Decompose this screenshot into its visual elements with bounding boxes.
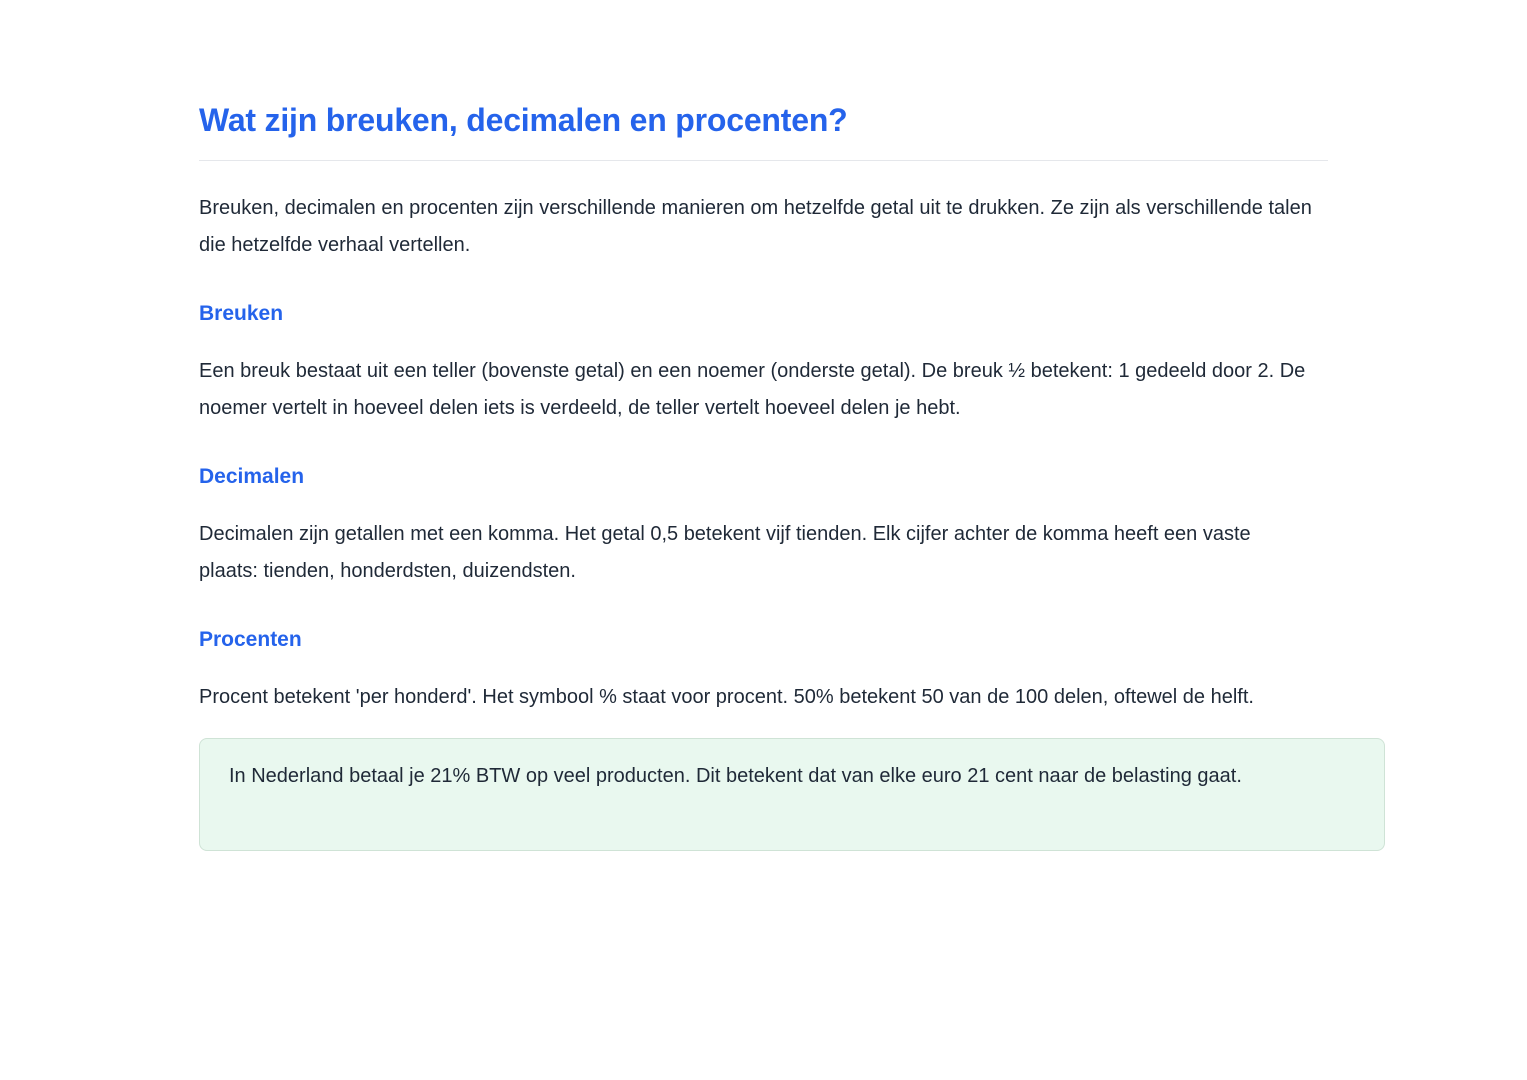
intro-paragraph: Breuken, decimalen en procenten zijn verschillende manieren om hetzelfde getal uit te drukken. Ze zijn als verschillende talen die hetzelfde verhaal vertellen. xyxy=(199,197,1312,256)
page-title: Wat zijn breuken, decimalen en procenten? xyxy=(199,102,848,138)
section-paragraph-procenten: Procent betekent 'per honderd'. Het symbool % staat voor procent. 50% betekent 50 van de 100 delen, oftewel de helft. xyxy=(199,686,1254,708)
section-heading-breuken: Breuken xyxy=(199,302,284,325)
info-callout xyxy=(199,738,1385,851)
section-heading-decimalen: Decimalen xyxy=(199,465,305,488)
title-divider xyxy=(199,160,1328,161)
callout-text: In Nederland betaal je 21% BTW op veel producten. Dit betekent dat van elke euro 21 cent naar de belasting gaat. xyxy=(229,765,1242,787)
section-paragraph-breuken: Een breuk bestaat uit een teller (bovenste getal) en een noemer (onderste getal). De breuk ½ betekent: 1 gedeeld door 2. De noemer vertelt in hoeveel delen iets is verdeeld, de teller vertelt hoeveel delen je hebt. xyxy=(199,360,1306,419)
section-heading-procenten: Procenten xyxy=(199,628,302,651)
section-paragraph-decimalen: Decimalen zijn getallen met een komma. Het getal 0,5 betekent vijf tienden. Elk cijfer achter de komma heeft een vaste plaats: tienden, honderdsten, duizendsten. xyxy=(199,523,1251,582)
